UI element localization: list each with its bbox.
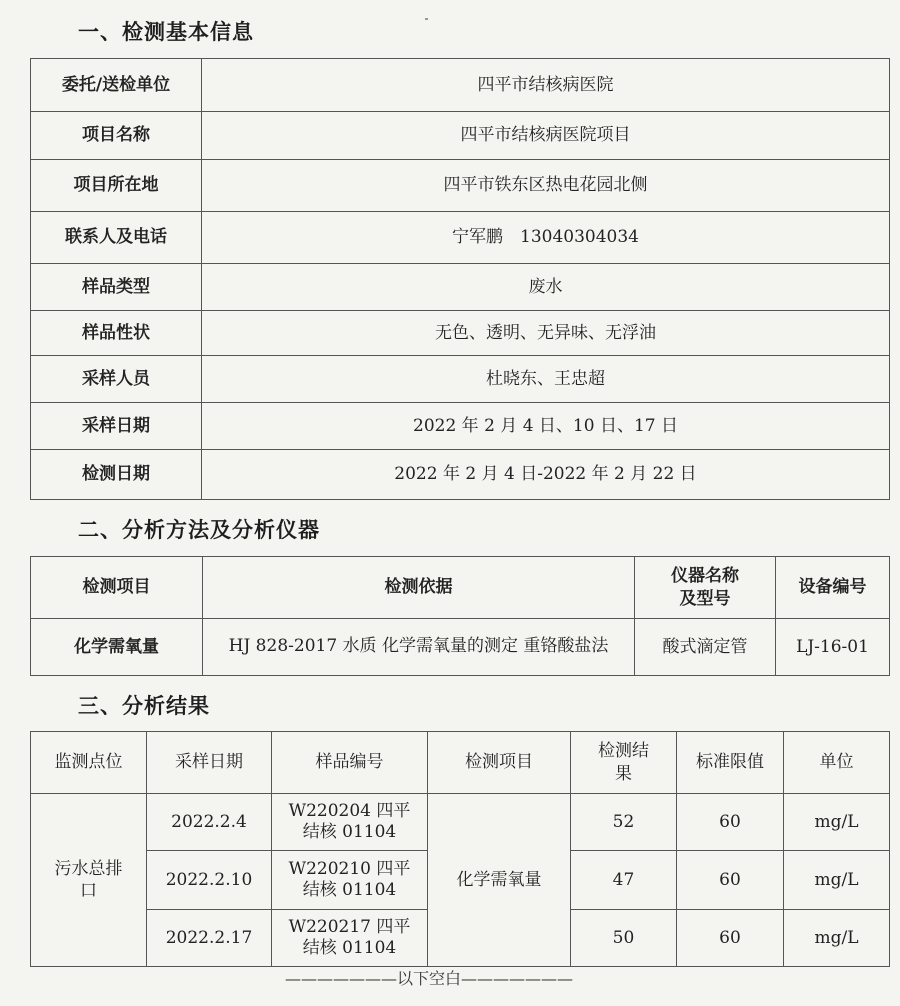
info-label: 项目所在地 [31, 160, 202, 212]
info-value: 2022 年 2 月 4 日、10 日、17 日 [202, 403, 890, 450]
info-label: 样品性状 [31, 311, 202, 356]
sample-id: W220204 四平 结核 01104 [272, 794, 428, 851]
table-row [31, 794, 890, 851]
info-row [31, 450, 890, 500]
info-row [31, 160, 890, 212]
standard-limit: 60 [677, 794, 784, 851]
info-row [31, 311, 890, 356]
col-header-instrument: 仪器名称 及型号 [635, 557, 776, 619]
blank-below-note: ———————以下空白——————— [285, 969, 574, 988]
info-label: 检测日期 [31, 450, 202, 500]
section-title-methods: 二、分析方法及分析仪器 [78, 518, 320, 542]
info-row [31, 59, 890, 112]
info-value: 2022 年 2 月 4 日-2022 年 2 月 22 日 [202, 450, 890, 500]
monitoring-point: 污水总排 口 [31, 794, 147, 967]
methods-table [30, 556, 890, 676]
info-label: 采样日期 [31, 403, 202, 450]
sample-id: W220210 四平 结核 01104 [272, 851, 428, 910]
info-value: 四平市铁东区热电花园北侧 [202, 160, 890, 212]
section-title-results: 三、分析结果 [78, 694, 210, 718]
results-header-row [31, 732, 890, 794]
section-title-basic-info: 一、检测基本信息 [78, 20, 254, 44]
info-row [31, 264, 890, 311]
results-table [30, 731, 890, 967]
test-item: 化学需氧量 [428, 794, 571, 967]
info-value: 宁军鹏 13040304034 [202, 212, 890, 264]
info-label: 项目名称 [31, 112, 202, 160]
scan-speck [425, 18, 428, 20]
col-header-sample: 样品编号 [272, 732, 428, 794]
sample-date: 2022.2.4 [147, 794, 272, 851]
test-result: 50 [571, 910, 677, 967]
info-row [31, 212, 890, 264]
unit: mg/L [784, 851, 890, 910]
info-value: 杜晓东、王忠超 [202, 356, 890, 403]
methods-header-row [31, 557, 890, 619]
col-header-date: 采样日期 [147, 732, 272, 794]
test-result: 52 [571, 794, 677, 851]
col-header-limit: 标准限值 [677, 732, 784, 794]
info-label: 采样人员 [31, 356, 202, 403]
col-header-item: 检测项目 [31, 557, 203, 619]
info-label: 委托/送检单位 [31, 59, 202, 112]
col-header-point: 监测点位 [31, 732, 147, 794]
method-instrument: 酸式滴定管 [635, 619, 776, 676]
info-value: 废水 [202, 264, 890, 311]
info-row [31, 112, 890, 160]
info-row [31, 403, 890, 450]
basic-info-table [30, 58, 890, 500]
unit: mg/L [784, 910, 890, 967]
info-value: 四平市结核病医院 [202, 59, 890, 112]
col-header-result: 检测结 果 [571, 732, 677, 794]
col-header-device-no: 设备编号 [776, 557, 890, 619]
sample-date: 2022.2.17 [147, 910, 272, 967]
unit: mg/L [784, 794, 890, 851]
info-label: 联系人及电话 [31, 212, 202, 264]
col-header-item: 检测项目 [428, 732, 571, 794]
info-label: 样品类型 [31, 264, 202, 311]
sample-id: W220217 四平 结核 01104 [272, 910, 428, 967]
col-header-unit: 单位 [784, 732, 890, 794]
info-value: 四平市结核病医院项目 [202, 112, 890, 160]
method-item: 化学需氧量 [31, 619, 203, 676]
info-row [31, 356, 890, 403]
methods-row [31, 619, 890, 676]
standard-limit: 60 [677, 851, 784, 910]
sample-date: 2022.2.10 [147, 851, 272, 910]
method-basis: HJ 828-2017 水质 化学需氧量的测定 重铬酸盐法 [203, 619, 635, 676]
col-header-basis: 检测依据 [203, 557, 635, 619]
method-device-no: LJ-16-01 [776, 619, 890, 676]
standard-limit: 60 [677, 910, 784, 967]
test-result: 47 [571, 851, 677, 910]
info-value: 无色、透明、无异味、无浮油 [202, 311, 890, 356]
